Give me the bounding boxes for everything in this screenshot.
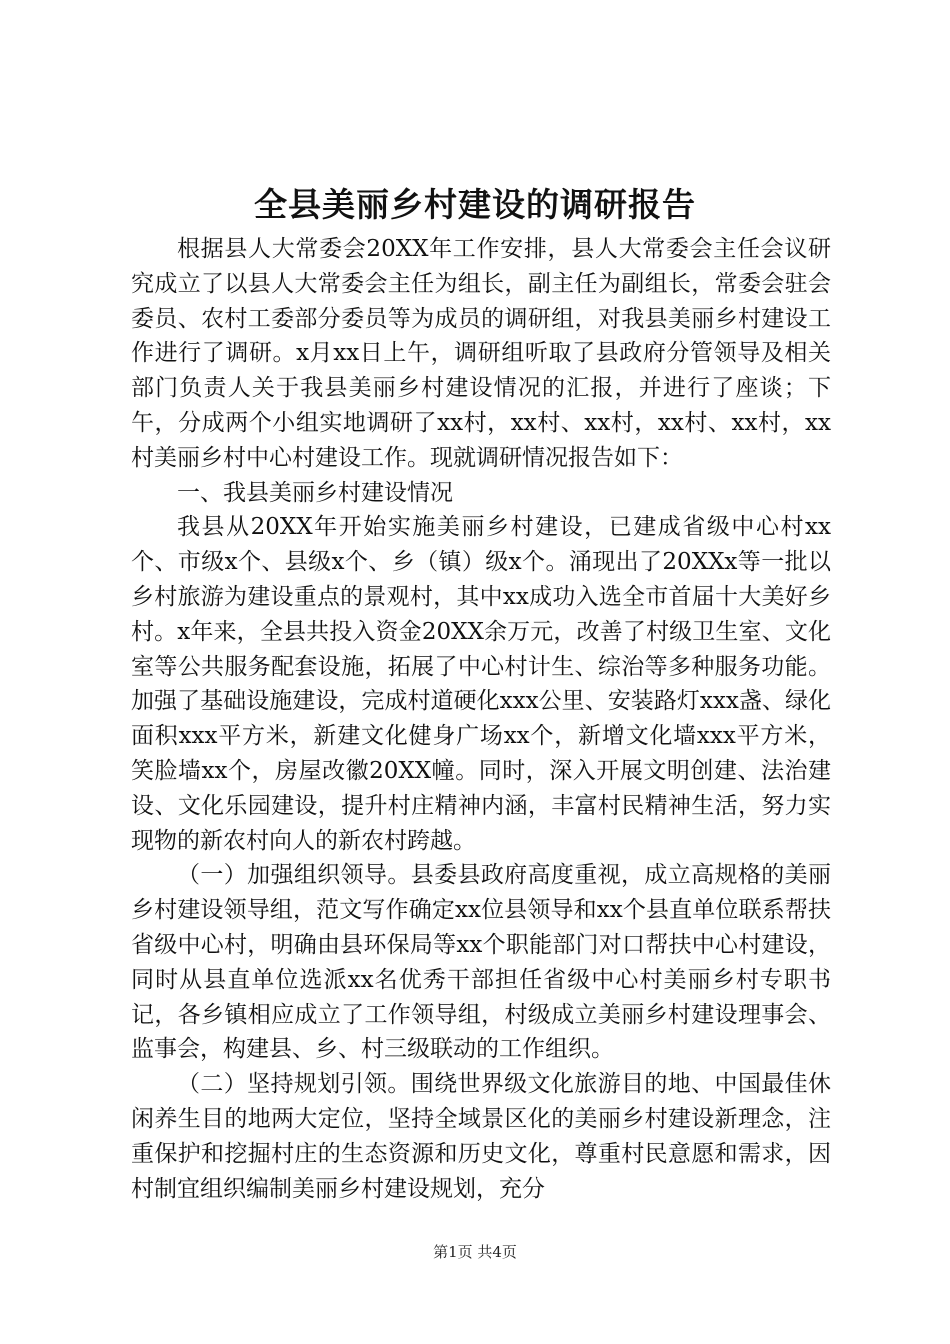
paragraph-intro: 根据县人大常委会20XX年工作安排，县人大常委会主任会议研究成立了以县人大常委会主任为组长，副主任为副组长，常委会驻会委员、农村工委部分委员等为成员的调研组，对我县美丽乡村建设工作进行了调研。x月xx日上午，调研组听取了县政府分管领导及相关部门负责人关于我县美丽乡村建设情况的汇报，并进行了座谈；下午，分成两个小组实地调研了xx村，xx村、xx村，xx村、xx村，xx村美丽乡村中心村建设工作。现就调研情况报告如下： — [131, 236, 831, 471]
paragraph-overview: 我县从20XX年开始实施美丽乡村建设，已建成省级中心村xx个、市级x个、县级x个、乡（镇）级x个。涌现出了20XXx等一批以乡村旅游为建设重点的景观村，其中xx成功入选全市首届十大美好乡村。x年来，全县共投入资金20XX余万元，改善了村级卫生室、文化室等公共服务配套设施，拓展了中心村计生、综治等多种服务功能。加强了基础设施建设，完成村道硬化xxx公里、安装路灯xxx盏、绿化面积xxx平方米，新建文化健身广场xx个，新增文化墙xxx平方米，笑脸墙xx个，房屋改徽20XX幢。同时，深入开展文明创建、法治建设、文化乐园建设，提升村庄精神内涵，丰富村民精神生活，努力实现物的新农村向人的新农村跨越。 — [131, 514, 831, 854]
document-title: 全县美丽乡村建设的调研报告 — [254, 185, 696, 224]
paragraph-planning: （二）坚持规划引领。围绕世界级文化旅游目的地、中国最佳休闲养生目的地两大定位，坚持全域景区化的美丽乡村建设新理念，注重保护和挖掘村庄的生态资源和历史文化，尊重村民意愿和需求，因村制宜组织编制美丽乡村建设规划，充分 — [131, 1071, 831, 1202]
paragraph-organization: （一）加强组织领导。县委县政府高度重视，成立高规格的美丽乡村建设领导组，范文写作确定xx位县领导和xx个县直单位联系帮扶省级中心村，明确由县环保局等xx个职能部门对口帮扶中心村建设，同时从县直单位选派xx名优秀干部担任省级中心村美丽乡村专职书记，各乡镇相应成立了工作领导组，村级成立美丽乡村建设理事会、监事会，构建县、乡、村三级联动的工作组织。 — [131, 862, 831, 1063]
document-body — [131, 232, 831, 1206]
page-number: 第1页 共4页 — [433, 1243, 517, 1261]
section-heading-1: 一、我县美丽乡村建设情况 — [177, 479, 453, 506]
